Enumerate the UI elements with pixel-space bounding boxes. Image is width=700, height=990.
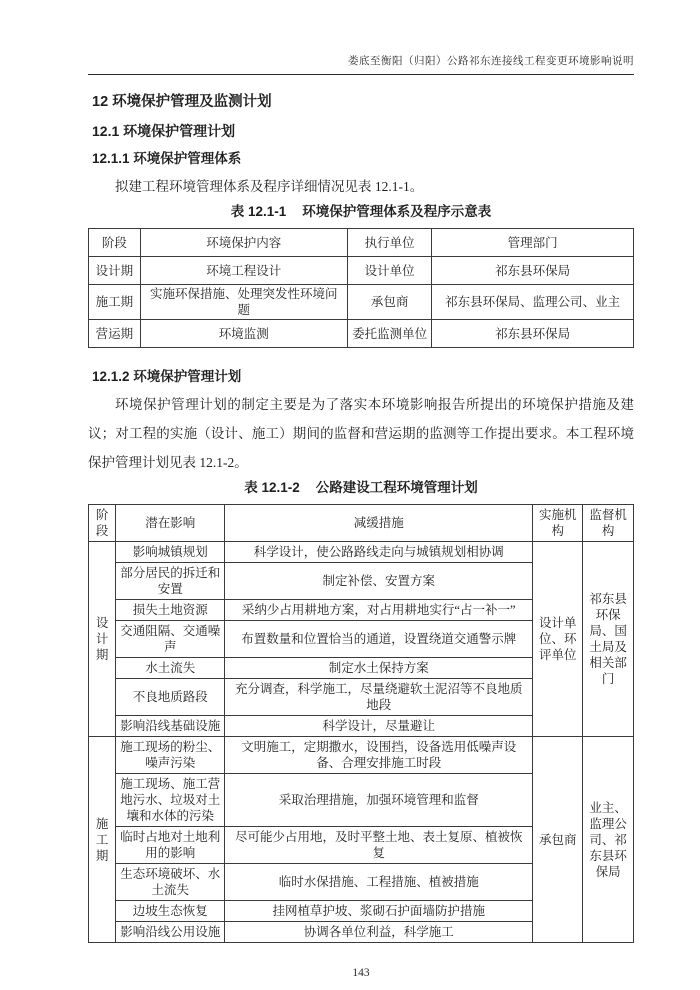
table-row <box>89 737 634 774</box>
measure-cell: 采取治理措施，加强环境管理和监督 <box>225 774 533 827</box>
table-1-caption-title: 环境保护管理体系及程序示意表 <box>302 204 492 219</box>
table-header-row <box>89 229 634 257</box>
stage-cell: 设计期 <box>89 542 116 737</box>
impact-cell: 损失土地资源 <box>116 600 225 621</box>
stage-cell: 设计期 <box>89 257 141 285</box>
impact-cell: 边坡生态恢复 <box>116 901 225 922</box>
measure-cell: 挂网植草护坡、浆砌石护面墙防护措施 <box>225 901 533 922</box>
heading-section-12-1-1: 12.1.1 环境保护管理体系 <box>92 151 242 166</box>
impact-cell: 水土流失 <box>116 658 225 679</box>
impact-cell: 施工现场的粉尘、噪声污染 <box>116 737 225 774</box>
measure-cell: 采纳少占用耕地方案，对占用耕地实行“占一补一” <box>225 600 533 621</box>
department-cell: 祁东县环保局 <box>432 257 634 285</box>
column-header-stage: 阶段 <box>89 229 141 257</box>
table-row <box>89 257 634 285</box>
paragraph-intro-1: 拟建工程环境管理体系及程序详细情况见表 12.1-1。 <box>115 179 424 194</box>
measure-cell: 文明施工，定期撒水，设围挡，设备选用低噪声设备、合理安排施工时段 <box>225 737 533 774</box>
paragraph-intro-2: 环境保护管理计划的制定主要是为了落实本环境影响报告所提出的环境保护措施及建议；对工程的实施（设计、施工）期间的监督和营运期的监测等工作提出要求。本工程环境保护管理计划见表 12.1-2。 <box>88 397 634 470</box>
impact-cell: 影响城镇规划 <box>116 542 225 563</box>
implementer-cell: 承包商 <box>533 737 583 943</box>
supervisor-cell: 祁东县环保局、国土局及相关部门 <box>583 542 634 737</box>
measure-cell: 制定补偿、安置方案 <box>225 563 533 600</box>
column-header-measure: 减缓措施 <box>225 505 533 542</box>
document-header <box>88 0 634 75</box>
measure-cell: 科学设计，使公路路线走向与城镇规划相协调 <box>225 542 533 563</box>
document-header-title: 娄底至衡阳（归阳）公路祁东连接线工程变更环境影响说明 <box>348 56 634 67</box>
stage-cell: 营运期 <box>89 320 141 348</box>
stage-cell: 施工期 <box>89 737 116 943</box>
impact-cell: 部分居民的拆迁和安置 <box>116 563 225 600</box>
column-header-executor: 执行单位 <box>347 229 431 257</box>
department-cell: 祁东县环保局 <box>432 320 634 348</box>
table-row <box>89 285 634 320</box>
executor-cell: 承包商 <box>347 285 431 320</box>
measure-cell: 协调各单位利益，科学施工 <box>225 922 533 943</box>
table-2-body <box>89 542 634 943</box>
table-1-caption <box>88 203 634 220</box>
table-2-caption-title: 公路建设工程环境管理计划 <box>315 480 478 495</box>
measure-cell: 制定水土保持方案 <box>225 658 533 679</box>
table-1-body <box>89 257 634 348</box>
table-header-row <box>89 505 634 542</box>
stage-cell: 施工期 <box>89 285 141 320</box>
column-header-stage: 阶段 <box>89 505 116 542</box>
management-system-table <box>88 228 634 348</box>
impact-cell: 生态环境破坏、水土流失 <box>116 864 225 901</box>
department-cell: 祁东县环保局、监理公司、业主 <box>432 285 634 320</box>
column-header-impact: 潜在影响 <box>116 505 225 542</box>
content-cell: 环境监测 <box>140 320 347 348</box>
impact-cell: 施工现场、施工营地污水、垃圾对土壤和水体的污染 <box>116 774 225 827</box>
executor-cell: 委托监测单位 <box>347 320 431 348</box>
table-1-caption-label: 表 12.1-1 <box>230 204 287 219</box>
table-2-caption <box>88 479 634 496</box>
impact-cell: 影响沿线基础设施 <box>116 716 225 737</box>
column-header-content: 环境保护内容 <box>140 229 347 257</box>
measure-cell: 尽可能少占用地，及时平整土地、表土复原、植被恢复 <box>225 827 533 864</box>
content-cell: 环境工程设计 <box>140 257 347 285</box>
management-plan-table <box>88 504 634 943</box>
impact-cell: 临时占地对土地利用的影响 <box>116 827 225 864</box>
table-row <box>89 542 634 563</box>
executor-cell: 设计单位 <box>347 257 431 285</box>
table-row <box>89 320 634 348</box>
heading-section-12-1: 12.1 环境保护管理计划 <box>92 123 236 139</box>
table-2-caption-label: 表 12.1-2 <box>244 480 300 495</box>
impact-cell: 影响沿线公用设施 <box>116 922 225 943</box>
column-header-implementer: 实施机构 <box>533 505 583 542</box>
supervisor-cell: 业主、监理公司、祁东县环保局 <box>583 737 634 943</box>
heading-section-12-1-2: 12.1.2 环境保护管理计划 <box>92 369 242 384</box>
column-header-department: 管理部门 <box>432 229 634 257</box>
heading-section-12: 12 环境保护管理及监测计划 <box>92 94 272 110</box>
measure-cell: 临时水保措施、工程措施、植被措施 <box>225 864 533 901</box>
implementer-cell: 设计单位、环评单位 <box>533 542 583 737</box>
content-cell: 实施环保措施、处理突发性环境问题 <box>140 285 347 320</box>
measure-cell: 科学设计，尽量避让 <box>225 716 533 737</box>
measure-cell: 布置数量和位置恰当的通道，设置绕道交通警示牌 <box>225 621 533 658</box>
measure-cell: 充分调查，科学施工，尽量绕避软土泥沼等不良地质地段 <box>225 679 533 716</box>
page-number: 143 <box>352 967 370 979</box>
column-header-supervisor: 监督机构 <box>583 505 634 542</box>
impact-cell: 交通阻隔、交通噪声 <box>116 621 225 658</box>
impact-cell: 不良地质路段 <box>116 679 225 716</box>
